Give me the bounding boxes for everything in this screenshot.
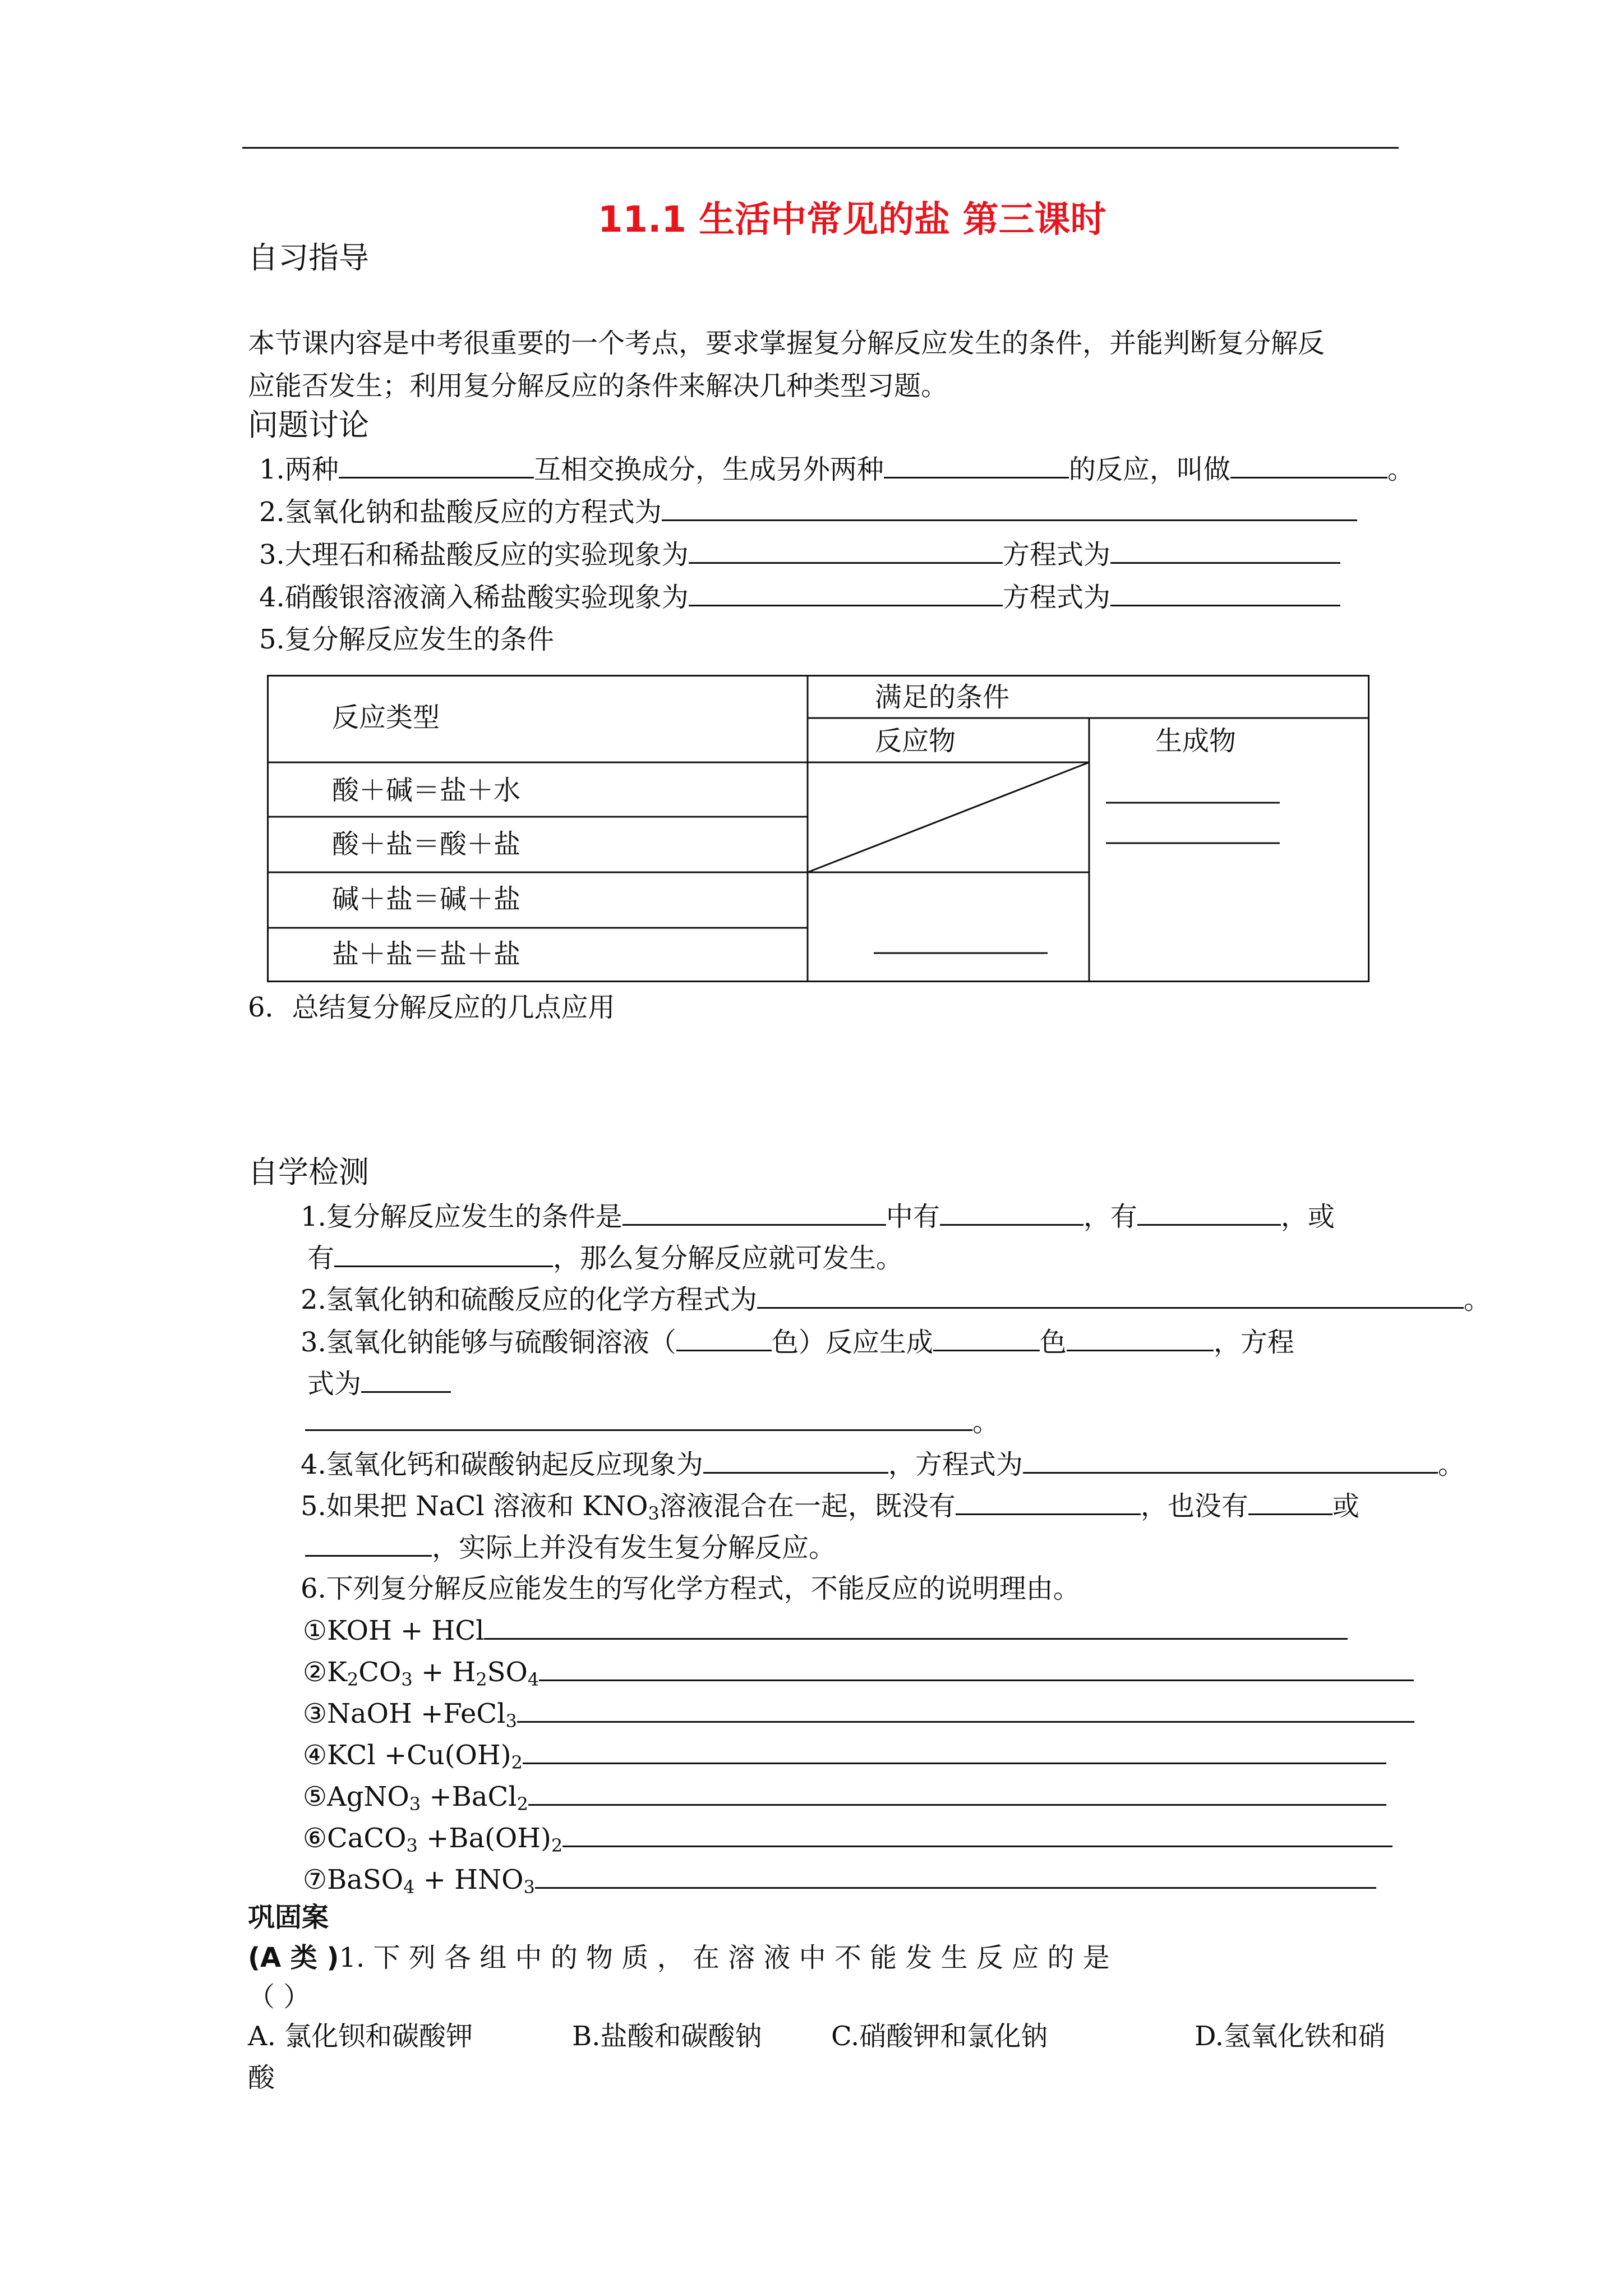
answer-line[interactable] <box>528 1779 1386 1806</box>
selfcheck-q3-line1 <box>301 1325 1294 1359</box>
item-marker: ⑦ <box>303 1864 328 1895</box>
q1-text-d: 。 <box>1387 454 1414 485</box>
sc-q5-c: ，也没有 <box>1140 1490 1248 1522</box>
sc-q2-b: 。 <box>1463 1284 1491 1315</box>
row-type-4: 盐＋盐＝盐＋盐 <box>332 938 521 970</box>
blank[interactable] <box>623 1199 886 1226</box>
answer-line[interactable] <box>535 1862 1376 1889</box>
blank[interactable] <box>1110 580 1340 606</box>
item-marker: ② <box>303 1657 328 1688</box>
item-marker: ④ <box>303 1740 328 1771</box>
formula: BaSO <box>327 1864 404 1895</box>
option-b[interactable]: B.盐酸和碳酸钠 <box>572 2021 762 2052</box>
option-a[interactable]: A. 氯化钡和碳酸钾 <box>248 2021 473 2052</box>
formula: SO <box>487 1657 528 1688</box>
formula-sub: 2 <box>551 1835 563 1856</box>
formula-sub: 3 <box>505 1710 517 1732</box>
section-guide-heading: 自习指导 <box>248 240 369 275</box>
blank[interactable] <box>1137 1199 1281 1226</box>
formula-sub: 2 <box>347 1669 359 1690</box>
item-marker: ① <box>303 1615 328 1646</box>
sc-q1-d: ，或 <box>1280 1201 1335 1232</box>
blank[interactable] <box>334 1241 553 1267</box>
category-label: (A 类 ) <box>248 1942 339 1973</box>
sc-q5-b: 溶液混合在一起，既没有 <box>659 1490 956 1522</box>
formula: +Ba(OH) <box>417 1823 551 1854</box>
section-selfcheck-heading: 自学检测 <box>248 1154 369 1190</box>
equation-item-6 <box>303 1821 1393 1855</box>
sc-q5-a: 5.如果把 NaCl 溶液和 KNO <box>301 1490 648 1522</box>
header-rule <box>242 147 1399 149</box>
answer-line[interactable] <box>523 1738 1386 1764</box>
formula: KCl +Cu(OH) <box>327 1740 511 1771</box>
option-d[interactable]: D.氢氧化铁和硝 <box>1195 2021 1386 2052</box>
formula: +BaCl <box>421 1781 517 1812</box>
section-consolidate-heading: 巩固案 <box>248 1902 329 1933</box>
formula-sub: 2 <box>517 1793 528 1815</box>
blank[interactable] <box>1110 537 1340 564</box>
blank[interactable] <box>339 452 534 478</box>
equation-item-1 <box>303 1613 1348 1648</box>
discussion-q1 <box>259 452 1414 486</box>
discussion-q3 <box>259 537 1340 572</box>
q1-text-a: 1.两种 <box>259 454 339 485</box>
equation-item-5 <box>303 1779 1386 1814</box>
formula: NaOH +FeCl <box>327 1698 506 1729</box>
blank[interactable] <box>884 452 1069 478</box>
equation-item-7 <box>303 1862 1376 1897</box>
q4-text-a: 4.硝酸银溶液滴入稀盐酸实验现象为 <box>259 582 689 613</box>
guide-line-2: 应能否发生；利用复分解反应的条件来解决几种类型习题。 <box>248 370 948 402</box>
blank[interactable] <box>1023 1447 1438 1474</box>
section-discussion-heading: 问题讨论 <box>248 407 369 443</box>
blank[interactable] <box>361 1366 451 1393</box>
header-product: 生成物 <box>1155 725 1237 757</box>
sc-q5-e: ，实际上并没有发生复分解反应。 <box>432 1532 836 1563</box>
header-condition: 满足的条件 <box>875 682 1010 713</box>
blank[interactable] <box>676 1325 772 1351</box>
formula: + H <box>412 1657 476 1688</box>
blank[interactable] <box>689 580 1003 606</box>
blank[interactable] <box>757 1282 1464 1309</box>
sc-q5-d: 或 <box>1332 1490 1359 1522</box>
blank[interactable] <box>940 1199 1083 1226</box>
discussion-q6: 6．总结复分解反应的几点应用 <box>248 992 615 1023</box>
discussion-q2 <box>259 495 1357 529</box>
discussion-q5: 5.复分解反应发生的条件 <box>259 624 554 655</box>
blank[interactable] <box>662 495 1357 521</box>
row-type-2: 酸＋盐＝酸＋盐 <box>332 829 521 860</box>
consolidate-q1 <box>248 1941 1110 1975</box>
sc-q1-b: 中有 <box>886 1201 940 1232</box>
answer-paren: （ ） <box>248 1981 311 2013</box>
item-marker: ⑤ <box>303 1781 328 1812</box>
answer-line[interactable] <box>484 1613 1348 1640</box>
q2-text: 2.氢氧化钠和盐酸反应的方程式为 <box>259 496 662 528</box>
sc-q1-c: ，有 <box>1083 1201 1137 1232</box>
sc-q2-a: 2.氢氧化钠和硫酸反应的化学方程式为 <box>301 1284 757 1315</box>
blank[interactable] <box>1230 452 1387 478</box>
sc-q5-sub: 3 <box>648 1503 660 1524</box>
equation-item-4 <box>303 1738 1386 1772</box>
formula: + HNO <box>414 1864 524 1895</box>
formula-sub: 4 <box>403 1876 415 1898</box>
blank[interactable] <box>1067 1325 1214 1351</box>
formula: CO <box>358 1657 402 1688</box>
answer-line[interactable] <box>539 1655 1414 1681</box>
sc-q4-b: ，方程式为 <box>888 1449 1023 1480</box>
formula-sub: 2 <box>476 1669 487 1690</box>
sc-q3-d: ，方程 <box>1213 1327 1294 1358</box>
selfcheck-q3-line2 <box>307 1366 451 1401</box>
item-marker: ③ <box>303 1698 328 1729</box>
sc-q3-f: 。 <box>972 1406 1000 1438</box>
header-reactant: 反应物 <box>875 725 956 757</box>
selfcheck-q6: 6.下列复分解反应能发生的写化学方程式，不能反应的说明理由。 <box>301 1573 1080 1604</box>
sc-q1-e: 有 <box>307 1243 335 1274</box>
selfcheck-q5-line2 <box>305 1530 836 1565</box>
sc-q1-a: 1.复分解反应发生的条件是 <box>301 1201 623 1232</box>
blank[interactable] <box>305 1530 432 1557</box>
blank[interactable] <box>305 1405 972 1431</box>
formula-sub: 3 <box>409 1793 421 1815</box>
blank[interactable] <box>689 537 1003 564</box>
sc-q3-a: 3.氢氧化钠能够与硫酸铜溶液（ <box>301 1327 676 1358</box>
formula-sub: 2 <box>511 1752 523 1773</box>
option-c[interactable]: C.硝酸钾和氯化钠 <box>831 2021 1048 2052</box>
sc-q1-f: ，那么复分解反应就可发生。 <box>553 1243 903 1274</box>
row-type-3: 碱＋盐＝碱＋盐 <box>332 884 521 915</box>
formula-sub: 4 <box>527 1669 540 1690</box>
selfcheck-q3-line3 <box>305 1405 999 1439</box>
sc-q3-b: 色）反应生成 <box>771 1327 933 1358</box>
selfcheck-q1-line1 <box>301 1199 1335 1234</box>
discussion-q4 <box>259 580 1340 614</box>
blank[interactable] <box>933 1325 1040 1351</box>
selfcheck-q4 <box>301 1447 1465 1481</box>
selfcheck-q5-line1 <box>301 1489 1359 1523</box>
equation-item-2 <box>303 1655 1414 1689</box>
q1-text-b: 互相交换成分，生成另外两种 <box>533 454 884 485</box>
blank[interactable] <box>703 1447 888 1474</box>
q1-text-c: 的反应，叫做 <box>1068 454 1230 485</box>
formula: KOH + HCl <box>327 1615 485 1646</box>
guide-line-1: 本节课内容是中考很重要的一个考点，要求掌握复分解反应发生的条件，并能判断复分解反 <box>248 328 1325 359</box>
page-title: 11.1 生活中常见的盐 第三课时 <box>598 199 1106 241</box>
selfcheck-q2 <box>301 1282 1491 1317</box>
question-text: 1. 下 列 各 组 中 的 物 质 ， 在 溶 液 中 不 能 发 生 反 应 的 是 <box>339 1942 1110 1973</box>
row-type-1: 酸＋碱＝盐＋水 <box>332 775 521 806</box>
q3-text-b: 方程式为 <box>1002 539 1110 570</box>
answer-line[interactable] <box>517 1696 1414 1723</box>
sc-q3-c: 色 <box>1039 1327 1067 1358</box>
formula-sub: 3 <box>401 1669 413 1690</box>
formula: K <box>327 1657 347 1688</box>
formula: CaCO <box>327 1823 407 1854</box>
blank[interactable] <box>956 1489 1141 1515</box>
sc-q4-a: 4.氢氧化钙和碳酸钠起反应现象为 <box>301 1449 703 1480</box>
q3-text-a: 3.大理石和稀盐酸反应的实验现象为 <box>259 539 689 570</box>
sc-q4-c: 。 <box>1437 1449 1465 1480</box>
conditions-table <box>267 675 1370 982</box>
item-marker: ⑥ <box>303 1823 328 1854</box>
header-reaction-type: 反应类型 <box>332 702 440 733</box>
selfcheck-q1-line2 <box>307 1241 903 1275</box>
formula-sub: 3 <box>406 1835 418 1856</box>
option-d-continued: 酸 <box>248 2062 275 2093</box>
sc-q3-e: 式为 <box>307 1368 362 1400</box>
q4-text-b: 方程式为 <box>1002 582 1110 613</box>
formula-sub: 3 <box>523 1876 535 1898</box>
formula: AgNO <box>327 1781 409 1812</box>
equation-item-3 <box>303 1696 1414 1731</box>
answer-line[interactable] <box>562 1821 1393 1847</box>
blank[interactable] <box>1248 1489 1332 1515</box>
